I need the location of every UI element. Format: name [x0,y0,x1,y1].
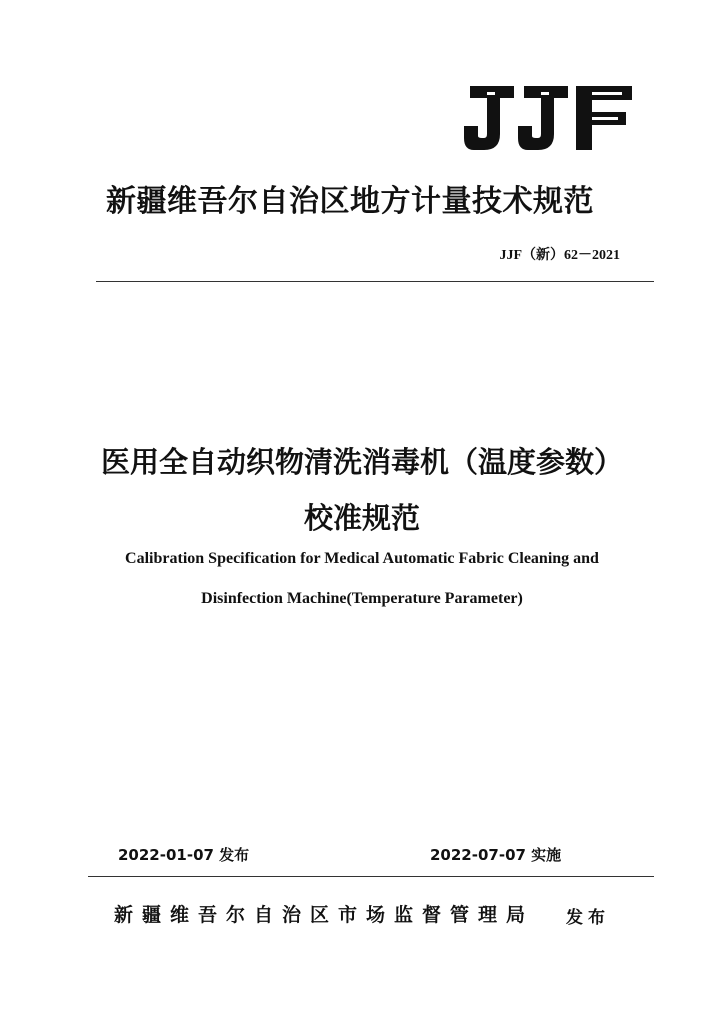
logo-text [462,154,463,155]
issue-date: 2022-01-07 发布 [118,846,250,864]
publisher-name: 新疆维吾尔自治区市场监督管理局 [114,904,535,926]
document-title: 医用全自动织物清洗消毒机（温度参数） [100,445,623,479]
publish-label: 发布 [566,908,610,928]
document-subtitle: 校准规范 [303,501,420,535]
bottom-divider [88,876,654,877]
jjf-logo-graphic [462,82,634,154]
top-divider [96,281,654,282]
english-title-line-1: Calibration Specification for Medical Automatic Fabric Cleaning and [125,550,599,567]
effective-date: 2022-07-07 实施 [430,846,562,864]
jjf-logo [462,82,634,154]
doc-number: JJF（新）62－2021 [499,248,620,263]
english-title-line-2: Disinfection Machine(Temperature Parameter) [201,590,523,607]
org-title: 新疆维吾尔自治区地方计量技术规范 [106,184,594,219]
